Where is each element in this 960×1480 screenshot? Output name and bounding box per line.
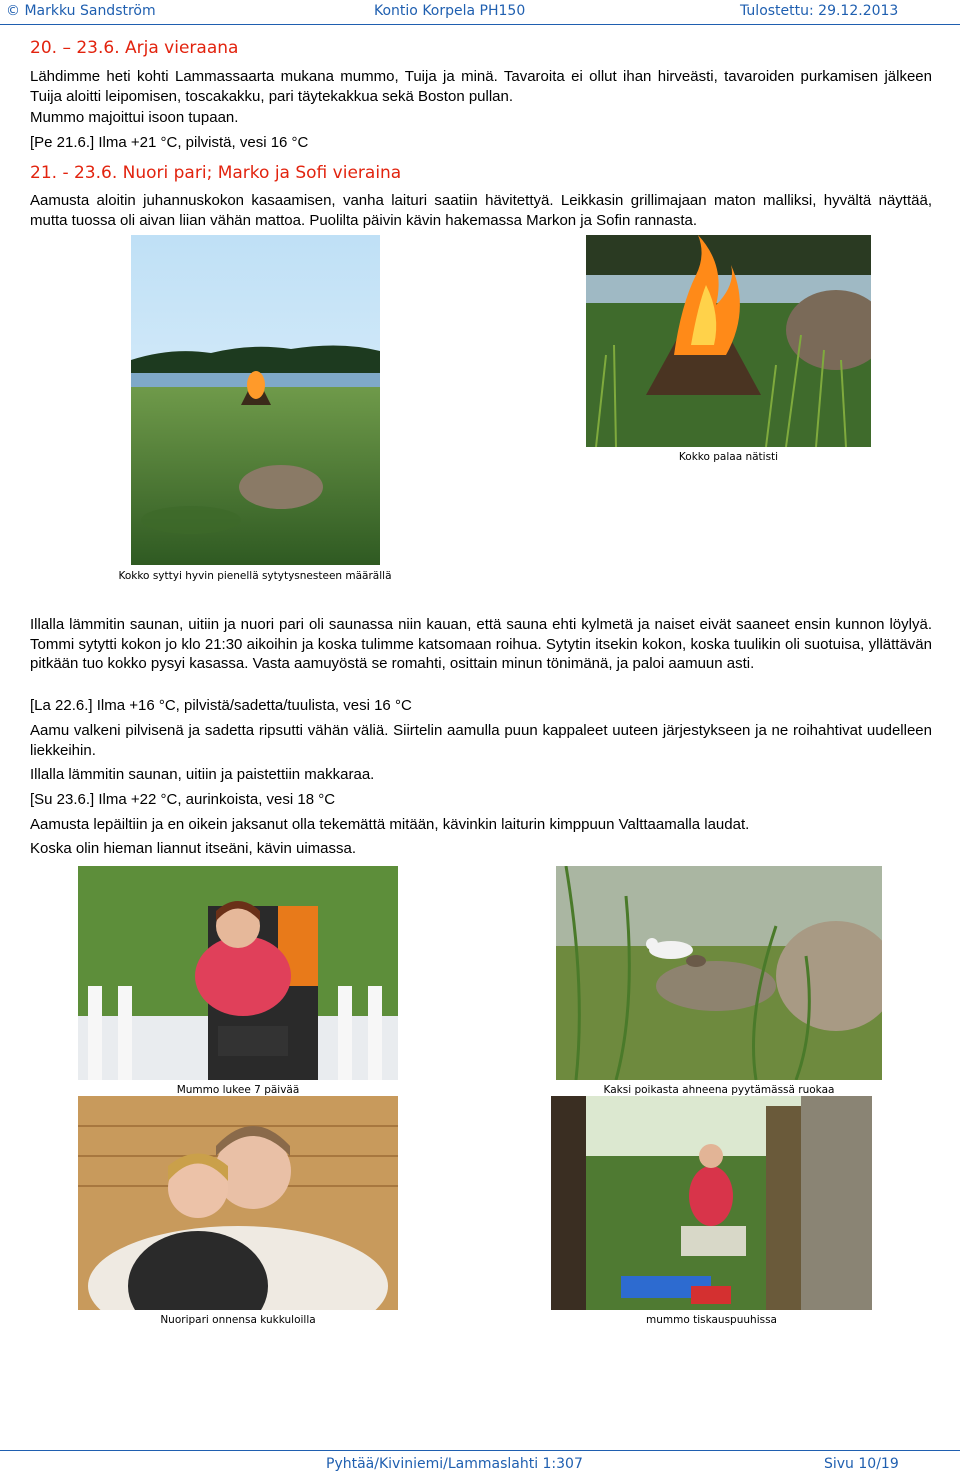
photo-caption: Kokko syttyi hyvin pienellä sytytysnesteen määrällä bbox=[118, 570, 392, 582]
page-header bbox=[0, 0, 960, 25]
photo-caption: Kaksi poikasta ahneena pyytämässä ruokaa bbox=[603, 1084, 835, 1096]
paragraph: Koska olin hieman liannut itseäni, kävin uimassa. bbox=[30, 840, 357, 857]
paragraph: Illalla lämmitin saunan, uitiin ja paistettiin makkaraa. bbox=[30, 766, 375, 783]
photo-mummo-dishes bbox=[551, 1096, 872, 1310]
paragraph: Aamusta lepäiltiin ja en oikein jaksanut olla tekemättä mitään, kävinkin laiturin kimppuun Valttaamalla laudat. bbox=[30, 816, 750, 833]
weather-note: [Pe 21.6.] Ilma +21 °C, pilvistä, vesi 16 °C bbox=[30, 134, 309, 151]
header-print-date: Tulostettu: 29.12.2013 bbox=[740, 3, 899, 19]
page-footer bbox=[0, 1450, 960, 1472]
weather-note: [La 22.6.] Ilma +16 °C, pilvistä/sadetta/tuulista, vesi 16 °C bbox=[30, 697, 412, 714]
footer-location: Pyhtää/Kiviniemi/Lammaslahti 1:307 bbox=[326, 1456, 583, 1472]
photo-caption: Mummo lukee 7 päivää bbox=[176, 1084, 300, 1096]
photo-bonfire-close bbox=[586, 235, 871, 447]
section-heading-nuori-pari: 21. - 23.6. Nuori pari; Marko ja Sofi vieraina bbox=[30, 163, 402, 183]
header-author: © Markku Sandström bbox=[6, 3, 156, 19]
weather-note: [Su 23.6.] Ilma +22 °C, aurinkoista, vesi 18 °C bbox=[30, 791, 336, 808]
paragraph: Lähdimme heti kohti Lammassaarta mukana mummo, Tuija ja minä. Tavaroita ei ollut ihan hirveästi, tavaroiden purkamisen jälkeen Tuija aloitti leipomisen, toscakakku, pari täytekakkua sekä Boston pullan. bbox=[30, 68, 932, 105]
photo-seagulls bbox=[556, 866, 882, 1080]
section-heading-arja: 20. – 23.6. Arja vieraana bbox=[30, 38, 239, 58]
photo-caption: Nuoripari onnensa kukkuloilla bbox=[160, 1314, 316, 1326]
paragraph: Aamu valkeni pilvisenä ja sadetta ripsutti vähän väliä. Siirtelin aamulla puun kappaleet uuteen järjestykseen ja ne roihahtivat uudelleen liekkeihin. bbox=[30, 722, 932, 759]
photo-young-couple bbox=[78, 1096, 398, 1310]
photo-caption: Kokko palaa nätisti bbox=[678, 451, 779, 463]
photo-mummo-reading bbox=[78, 866, 398, 1080]
footer-page-number: Sivu 10/19 bbox=[824, 1456, 899, 1472]
photo-bonfire-distant bbox=[131, 235, 380, 565]
paragraph: Aamusta aloitin juhannuskokon kasaamisen, vanha laituri saatiin hävitettyä. Leikkasin grillimajaan maton malliksi, hyvältä näyttää, mutta tuossa oli aivan liian vähän mattoa. Puolilta päivin kävin hakemassa Markon ja Sofin rannasta. bbox=[30, 192, 932, 229]
paragraph: Illalla lämmitin saunan, uitiin ja nuori pari oli saunassa niin kauan, että sauna ehti kylmetä ja naiset eivät saaneet ensin kunnon löylyä. Tommi sytytti kokon jo klo 21:30 aikoihin ja koska tulimme katsomaan roihua. Sytytin itsekin kokon, koska tuulikin oli suotuisa, yllättävän pitkään tuo kokko pysyi kasassa. Vasta aamuyöstä se romahti, osittain minun tönimänä, ja paloi aamuun asti. bbox=[30, 616, 932, 672]
paragraph: Mummo majoittui isoon tupaan. bbox=[30, 109, 239, 126]
header-title: Kontio Korpela PH150 bbox=[374, 3, 526, 19]
photo-caption: mummo tiskauspuuhissa bbox=[646, 1314, 777, 1326]
